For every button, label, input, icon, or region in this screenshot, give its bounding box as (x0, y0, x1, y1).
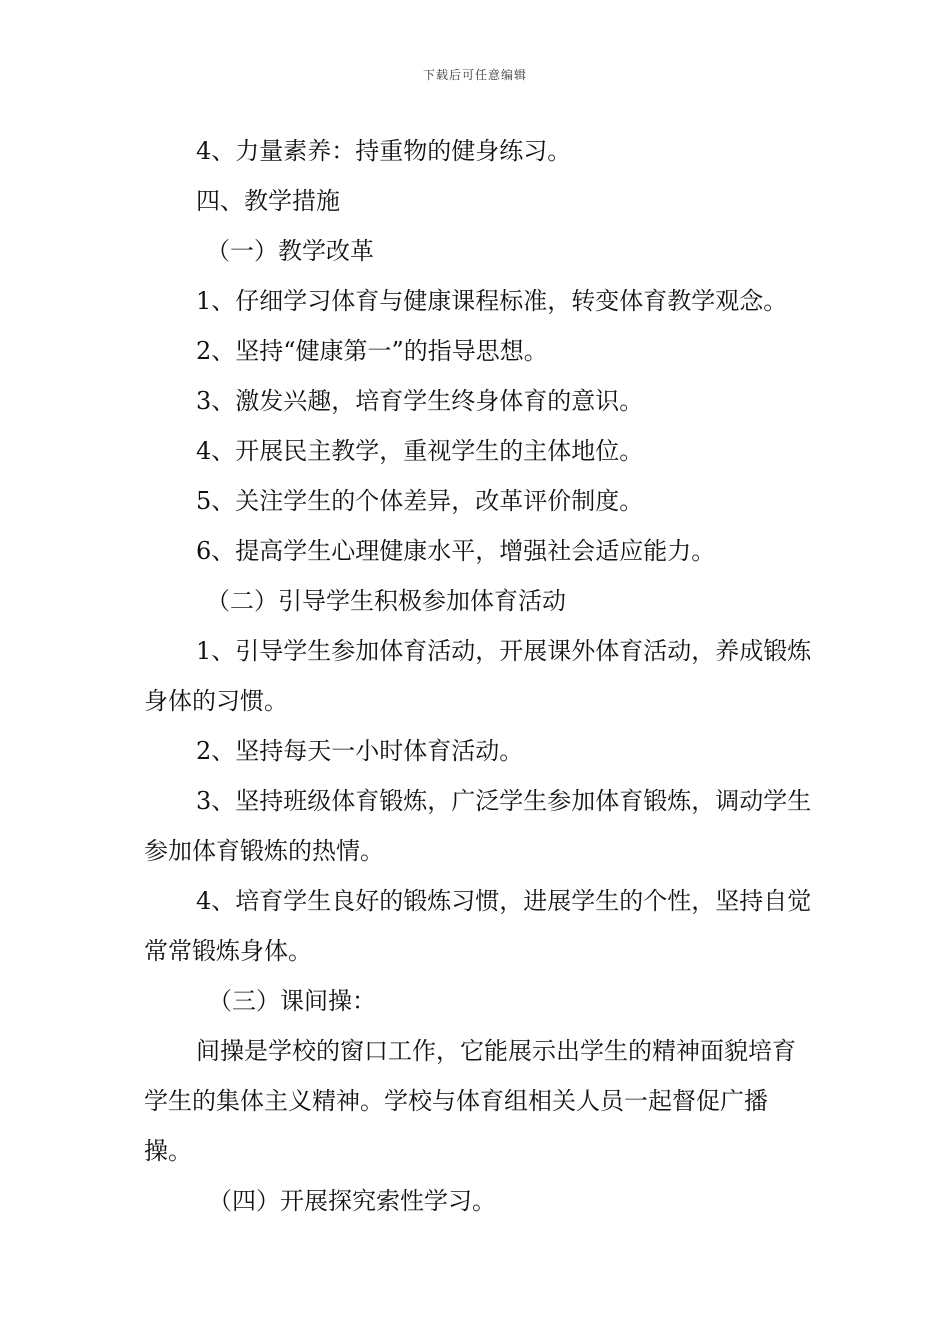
list-item-reform-3: 3、激发兴趣，培育学生终身体育的意识。 (196, 387, 644, 415)
list-item-reform-5: 5、关注学生的个体差异，改革评价制度。 (196, 487, 644, 515)
list-item-activities-2: 2、坚持每天一小时体育活动。 (196, 737, 524, 765)
list-item-reform-4: 4、开展民主教学，重视学生的主体地位。 (196, 437, 644, 465)
subheading-guide-activities: （二）引导学生积极参加体育活动 (206, 587, 566, 615)
page-header-note: 下载后可任意编辑 (422, 68, 527, 82)
list-item-activities-4: 4、培育学生良好的锻炼习惯，进展学生的个性，坚持自觉常常锻炼身体。 (144, 887, 812, 965)
paragraph-break-exercise: 间操是学校的窗口工作，它能展示出学生的精神面貌培育学生的集体主义精神。学校与体育组相关人员一起督促广播操。 (144, 1037, 796, 1165)
subheading-break-exercise: （三）课间操： (208, 987, 376, 1015)
document-body (144, 126, 814, 1226)
list-item-reform-1: 1、仔细学习体育与健康课程标准，转变体育教学观念。 (196, 287, 788, 315)
subheading-teaching-reform: （一）教学改革 (206, 237, 374, 265)
heading-teaching-measures: 四、教学措施 (196, 187, 340, 215)
list-item-reform-2: 2、坚持“健康第一”的指导思想。 (196, 337, 548, 365)
list-item-activities-3: 3、坚持班级体育锻炼，广泛学生参加体育锻炼，调动学生参加体育锻炼的热情。 (144, 787, 812, 865)
list-item-reform-6: 6、提高学生心理健康水平，增强社会适应能力。 (196, 537, 716, 565)
list-item-activities-1: 1、引导学生参加体育活动，开展课外体育活动，养成锻炼身体的习惯。 (144, 637, 812, 715)
paragraph-strength-quality: 4、力量素养：持重物的健身练习。 (196, 137, 572, 165)
subheading-inquiry-learning: （四）开展探究索性学习。 (208, 1187, 496, 1215)
